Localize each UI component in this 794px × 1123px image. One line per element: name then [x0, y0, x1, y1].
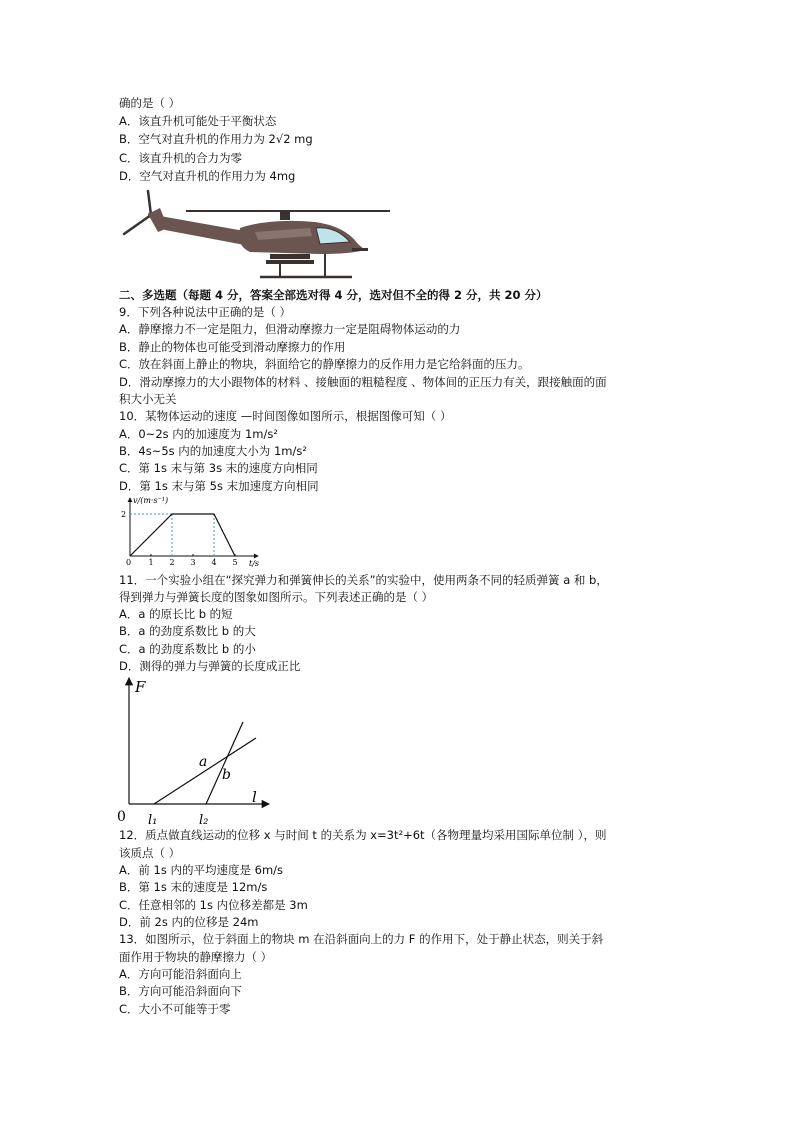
q8-option-d: D．空气对直升机的作用力为 4mg — [119, 169, 296, 183]
q12-option-d: D．前 2s 内的位移是 24m — [119, 915, 259, 929]
q12-option-a: A．前 1s 内的平均速度是 6m/s — [119, 863, 284, 877]
q12-option-b: B．第 1s 末的速度是 12m/s — [119, 880, 268, 894]
y-tick-label-2: 2 — [121, 510, 127, 519]
x-tick-label-5: 5 — [232, 558, 238, 567]
q9-option-d-cont: 积大小无关 — [119, 392, 177, 406]
q13-option-a: A．方向可能沿斜面向上 — [119, 967, 242, 981]
q12-option-c: C．任意相邻的 1s 内位移差都是 3m — [119, 898, 308, 912]
section2-heading: 二、多选题（每题 4 分，答案全部选对得 4 分，选对但不全的得 2 分，共 20 分） — [119, 288, 548, 302]
spring-force-length-graph — [114, 674, 274, 828]
q11-stem-1: 11．一个实验小组在“探究弹力和弹簧伸长的关系”的实验中，使用两条不同的轻质弹簧 a 和 b， — [119, 573, 608, 587]
q13-stem-2: 面作用于物块的静摩擦力（ ） — [119, 950, 273, 964]
q9-option-c: C．放在斜面上静止的物块，斜面给它的静摩擦力的反作用力是它给斜面的压力。 — [119, 357, 530, 371]
l1-label: l₁ — [148, 813, 158, 828]
q13-option-c: C．大小不可能等于零 — [119, 1002, 231, 1016]
q9-option-d: D．滑动摩擦力的大小跟物体的材料 、接触面的粗糙程度 、物体间的正压力有关，跟接触面的面 — [119, 375, 607, 389]
q10-option-d: D．第 1s 末与第 5s 末加速度方向相同 — [119, 479, 319, 493]
l-axis-label: l — [252, 788, 257, 806]
q9-option-a: A．静摩擦力不一定是阻力，但滑动摩擦力一定是阻碍物体运动的力 — [119, 322, 461, 336]
x-tick-label-2: 2 — [169, 558, 175, 567]
q11-option-b: B．a 的劲度系数比 b 的大 — [119, 624, 256, 638]
q11-option-a: A．a 的原长比 b 的短 — [119, 607, 233, 621]
q13-stem-1: 13．如图所示，位于斜面上的物块 m 在沿斜面向上的力 F 的作用下，处于静止状态，则关于斜 — [119, 932, 604, 946]
y-axis-label: v/(m·s⁻¹) — [133, 496, 169, 505]
x-tick-label-3: 3 — [190, 558, 196, 567]
l2-label: l₂ — [199, 813, 209, 828]
f-axis-label: F — [135, 678, 146, 696]
x-tick-label-1: 1 — [148, 558, 154, 567]
q9-option-b: B．静止的物体也可能受到滑动摩擦力的作用 — [119, 340, 346, 354]
q12-stem-1: 12．质点做直线运动的位移 x 与时间 t 的关系为 x=3t²+6t（各物理量均采用国际单位制 ），则 — [119, 828, 607, 842]
x-tick-label-4: 4 — [211, 558, 217, 567]
origin-label: 0 — [117, 809, 126, 825]
q12-stem-2: 该质点（ ） — [119, 846, 181, 860]
q11-stem-2: 得到弹力与弹簧长度的图象如图所示。下列表述正确的是（ ） — [119, 590, 434, 604]
x-tick-label-0: 0 — [126, 558, 132, 567]
line-b — [206, 722, 243, 804]
x-axis-label: t/s — [249, 559, 260, 568]
q8-option-a: A．该直升机可能处于平衡状态 — [119, 114, 277, 128]
q8-stem-tail: 确的是（ ） — [119, 96, 181, 110]
q11-option-d: D．测得的弹力与弹簧的长度成正比 — [119, 659, 301, 673]
velocity-time-chart — [118, 494, 268, 570]
q10-option-a: A．0~2s 内的加速度为 1m/s² — [119, 427, 278, 441]
q11-option-c: C．a 的劲度系数比 b 的小 — [119, 642, 256, 656]
line-a — [154, 738, 256, 804]
line-b-label: b — [222, 767, 231, 783]
q10-option-c: C．第 1s 末与第 3s 末的速度方向相同 — [119, 461, 318, 475]
velocity-series — [130, 514, 235, 556]
q10-option-b: B．4s~5s 内的加速度大小为 1m/s² — [119, 444, 307, 458]
main-rotor — [186, 210, 390, 212]
q13-option-b: B．方向可能沿斜面向下 — [119, 984, 242, 998]
q8-option-c: C．该直升机的合力为零 — [119, 151, 243, 165]
q8-option-b: B．空气对直升机的作用力为 2√2 mg — [119, 132, 313, 146]
helicopter-illustration — [120, 188, 392, 284]
q10-stem: 10．某物体运动的速度 —时间图像如图所示，根据图像可知（ ） — [119, 409, 452, 423]
line-a-label: a — [199, 754, 208, 770]
q9-stem: 9．下列各种说法中正确的是（ ） — [119, 305, 291, 319]
